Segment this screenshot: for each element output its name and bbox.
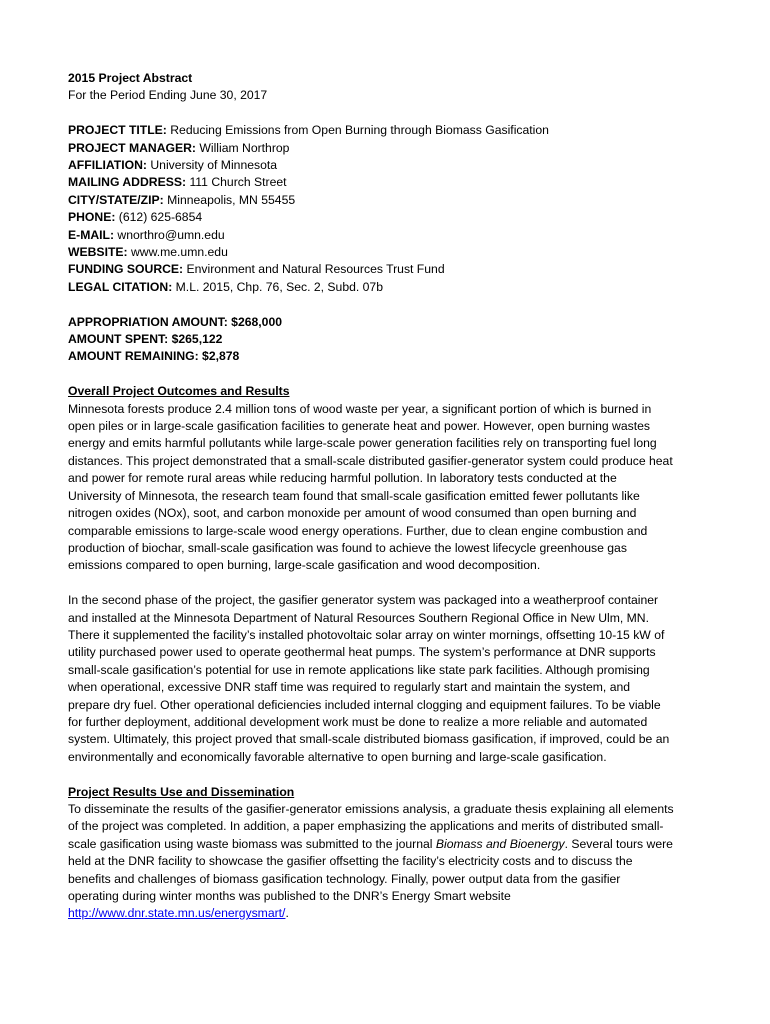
info-value: (612) 625-6854 (118, 210, 203, 225)
paragraph-line: benefits and challenges of biomass gasification technology. Finally, power output data from the gasifier (68, 871, 621, 886)
paragraph-line: production of biochar, small-scale gasification was found to achieve the lowest lifecycle greenhouse gas (68, 540, 627, 555)
paragraph-line: distances. This project demonstrated that a small-scale distributed gasifier-generator system could produce heat (68, 453, 673, 468)
text-run: . (285, 906, 289, 921)
amount-remaining: AMOUNT REMAINING: $2,878 (68, 349, 240, 364)
paragraph-line: of the project was completed. In addition, a paper emphasizing the applications and merits of distributed small- (68, 819, 664, 834)
paragraph-line: open piles or in large-scale gasification facilities to generate heat and power. However, open burning wastes (68, 419, 650, 434)
info-label: MAILING ADDRESS: (68, 175, 187, 190)
paragraph-line: emissions compared to open burning, large-scale gasification and wood decomposition. (68, 558, 541, 573)
info-city-state-zip (68, 192, 704, 209)
info-value: wnorthro@umn.edu (117, 227, 225, 242)
info-value: Environment and Natural Resources Trust Fund (186, 262, 445, 277)
info-mailing-address (68, 174, 704, 191)
spacer (68, 366, 704, 383)
info-label: WEBSITE: (68, 245, 128, 260)
info-value: Reducing Emissions from Open Burning through Biomass Gasification (170, 123, 549, 138)
paragraph-line: held at the DNR facility to showcase the gasifier offsetting the facility’s electricity costs and to discuss the (68, 854, 633, 869)
paragraph-line (68, 905, 704, 922)
info-email (68, 227, 704, 244)
info-affiliation (68, 157, 704, 174)
paragraph-line: There it supplemented the facility’s installed photovoltaic solar array on winter mornings, offsetting 10-15 kW of (68, 627, 665, 642)
paragraph-line: utility purchased power used to operate geothermal heat pumps. The system’s performance at DNR supports (68, 645, 656, 660)
text-run: scale gasification using waste biomass was submitted to the journal (68, 836, 436, 851)
info-value: M.L. 2015, Chp. 76, Sec. 2, Subd. 07b (175, 279, 383, 294)
abstract-title: 2015 Project Abstract (68, 71, 193, 85)
paragraph-line: when operational, excessive DNR staff time was required to regularly start and maintain the system, and (68, 680, 631, 695)
paragraph-line: environmentally and economically favorable alternative to open burning and large-scale gasification. (68, 749, 607, 764)
dissemination-heading: Project Results Use and Dissemination (68, 784, 295, 799)
paragraph-line: In the second phase of the project, the gasifier generator system was packaged into a weatherproof container (68, 593, 659, 608)
info-value: 111 Church Street (189, 175, 287, 190)
outcomes-heading: Overall Project Outcomes and Results (68, 384, 290, 399)
info-label: CITY/STATE/ZIP: (68, 192, 164, 207)
info-phone (68, 209, 704, 226)
info-project-title (68, 122, 704, 139)
journal-name: Biomass and Bioenergy (435, 836, 565, 851)
info-label: FUNDING SOURCE: (68, 262, 184, 277)
outcomes-paragraph-2 (68, 592, 704, 766)
paragraph-line: prepare dry fuel. Other operational deficiencies included internal clogging and equipment failures. To be viable (68, 697, 661, 712)
paragraph-line: To disseminate the results of the gasifier-generator emissions analysis, a graduate thesis explaining all elements (68, 801, 674, 816)
info-label: PROJECT TITLE: (68, 123, 167, 138)
spacer (68, 575, 704, 592)
info-label: E-MAIL: (68, 227, 115, 242)
paragraph-line: University of Minnesota, the research team found that small-scale gasification emitted fewer pollutants like (68, 488, 640, 503)
amounts-block (68, 314, 704, 366)
paragraph-line: and installed at the Minnesota Department of Natural Resources Southern Regional Office in New Ulm, MN. (68, 610, 649, 625)
amount-spent: AMOUNT SPENT: $265,122 (68, 332, 223, 347)
paragraph-line: system. Ultimately, this project proved that small-scale distributed biomass gasification, if improved, could be an (68, 732, 670, 747)
paragraph-line: small-scale gasification’s potential for use in remote applications like state park facilities. Although promising (68, 662, 650, 677)
spacer (68, 105, 704, 122)
energysmart-link[interactable]: http://www.dnr.state.mn.us/energysmart/ (68, 906, 286, 921)
paragraph-line (68, 836, 704, 853)
info-website (68, 244, 704, 261)
info-value: www.me.umn.edu (130, 245, 228, 260)
dissemination-paragraph (68, 801, 704, 923)
outcomes-paragraph-1 (68, 401, 704, 575)
project-info-block (68, 122, 704, 296)
paragraph-line: and power for remote rural areas while reducing harmful pollution. In laboratory tests conducted at the (68, 471, 617, 486)
info-legal-citation (68, 279, 704, 296)
paragraph-line: nitrogen oxides (NOx), soot, and carbon monoxide per amount of wood consumed than open burning and (68, 506, 637, 521)
paragraph-line: operating during winter months was published to the DNR’s Energy Smart website (68, 889, 511, 904)
info-label: PROJECT MANAGER: (68, 140, 196, 155)
appropriation-amount: APPROPRIATION AMOUNT: $268,000 (68, 314, 283, 329)
info-label: LEGAL CITATION: (68, 279, 173, 294)
text-run: . Several tours were (564, 836, 673, 851)
info-value: University of Minnesota (150, 158, 278, 173)
info-funding-source (68, 261, 704, 278)
paragraph-line: comparable emissions to large-scale wood energy operations. Further, due to clean engine combustion and (68, 523, 648, 538)
info-label: PHONE: (68, 210, 116, 225)
paragraph-line: for further deployment, additional development work must be done to realize a more reliable and automated (68, 714, 648, 729)
info-value: Minneapolis, MN 55455 (167, 192, 296, 207)
spacer (68, 296, 704, 313)
document-page (68, 70, 704, 923)
spacer (68, 766, 704, 783)
paragraph-line: Minnesota forests produce 2.4 million tons of wood waste per year, a significant portion of which is burned in (68, 401, 652, 416)
info-value: William Northrop (199, 140, 290, 155)
paragraph-line: energy and emits harmful pollutants while large-scale power generation facilities rely on transporting fuel long (68, 436, 657, 451)
info-label: AFFILIATION: (68, 158, 147, 173)
period-line: For the Period Ending June 30, 2017 (68, 88, 268, 103)
info-project-manager (68, 140, 704, 157)
